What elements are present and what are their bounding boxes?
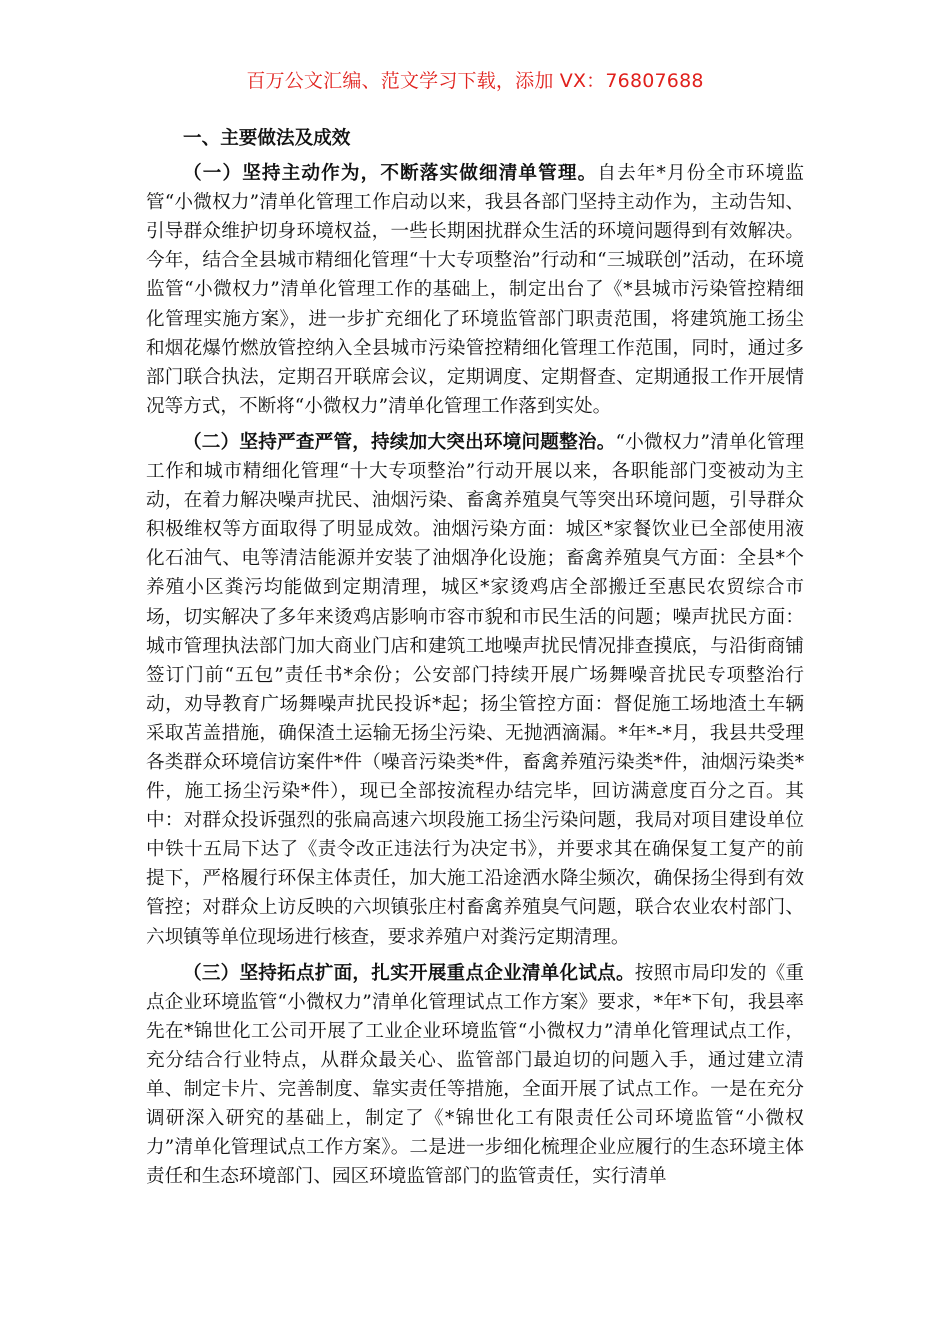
paragraph-3-lead: （三）坚持拓点扩面，扎实开展重点企业清单化试点。: [183, 962, 635, 984]
section-title: 一、主要做法及成效: [183, 128, 351, 149]
paragraph-2-body: “小微权力”清单化管理工作和城市精细化管理“十大专项整治”行动开展以来，各职能部门变被动为主动，在着力解决噪声扰民、油烟污染、畜禽养殖臭气等突出环境问题，引导群众积极维权等方面取得了明显成效。油烟污染方面：城区*家餐饮业已全部使用液化石油气、电等清洁能源并安装了油烟净化设施；畜禽养殖臭气方面：全县*个养殖小区粪污均能做到定期清理，城区*家烫鸡店全部搬迁至惠民农贸综合市场，切实解决了多年来烫鸡店影响市容市貌和市民生活的问题；噪声扰民方面：城市管理执法部门加大商业门店和建筑工地噪声扰民情况排查摸底，与沿街商铺签订门前“五包”责任书*余份；公安部门持续开展广场舞噪音扰民专项整治行动，劝导教育广场舞噪声扰民投诉*起；扬尘管控方面：督促施工场地渣土车辆采取苫盖措施，确保渣土运输无扬尘污染、无抛洒滴漏。*年*-*月，我县共受理各类群众环境信访案件*件（噪音污染类*件，畜禽养殖污染类*件，油烟污染类*件，施工扬尘污染*件），现已全部按流程办结完毕，回访满意度百分之百。其中：对群众投诉强烈的张扁高速六坝段施工扬尘污染问题，我局对项目建设单位中铁十五局下达了《责令改正违法行为决定书》，并要求其在确保复工复产的前提下，严格履行环保主体责任，加大施工沿途洒水降尘频次，确保扬尘得到有效管控；对群众上访反映的六坝镇张庄村畜禽养殖臭气问题，联合农业农村部门、六坝镇等单位现场进行核查，要求养殖户对粪污定期清理。: [146, 431, 804, 948]
paragraph-2: [146, 428, 804, 952]
document-body: [146, 124, 804, 1198]
paragraph-1: [146, 159, 804, 421]
paragraph-2-lead: （二）坚持严查严管，持续加大突出环境问题整治。: [183, 431, 616, 453]
page-header-watermark: 百万公文汇编、范文学习下载，添加 VX：76807688: [246, 70, 704, 92]
paragraph-1-lead: （一）坚持主动作为，不断落实做细清单管理。: [183, 163, 598, 185]
paragraph-1-body: 自去年*月份全市环境监管“小微权力”清单化管理工作启动以来，我县各部门坚持主动作为，主动告知、引导群众维护切身环境权益，一些长期困扰群众生活的环境问题得到有效解决。今年，结合全县城市精细化管理“十大专项整治”行动和“三城联创”活动，在环境监管“小微权力”清单化管理工作的基础上，制定出台了《*县城市污染管控精细化管理实施方案》，进一步扩充细化了环境监管部门职责范围，将建筑施工扬尘和烟花爆竹燃放管控纳入全县城市污染管控精细化管理工作范围，同时，通过多部门联合执法，定期召开联席会议，定期调度、定期督查、定期通报工作开展情况等方式，不断将“小微权力”清单化管理工作落到实处。: [146, 163, 804, 417]
paragraph-3-body: 按照市局印发的《重点企业环境监管“小微权力”清单化管理试点工作方案》要求，*年*下旬，我县率先在*锦世化工公司开展了工业企业环境监管“小微权力”清单化管理试点工作，充分结合行业特点，从群众最关心、监管部门最迫切的问题入手，通过建立清单、制定卡片、完善制度、靠实责任等措施，全面开展了试点工作。一是在充分调研深入研究的基础上，制定了《*锦世化工有限责任公司环境监管“小微权力”清单化管理试点工作方案》。二是进一步细化梳理企业应履行的生态环境主体责任和生态环境部门、园区环境监管部门的监管责任，实行清单: [146, 962, 804, 1188]
paragraph-3: [146, 959, 804, 1192]
